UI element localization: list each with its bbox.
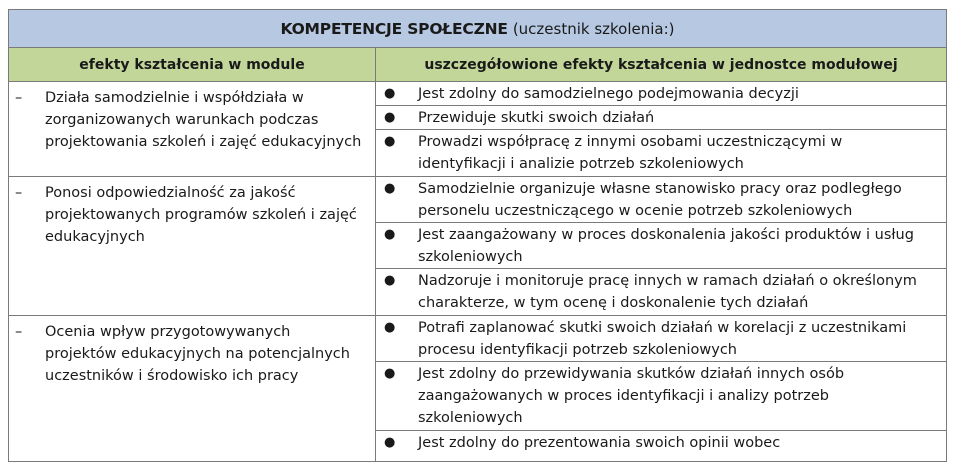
table-row: [9, 82, 946, 177]
detailed-effect-line: szkoleniowych: [418, 249, 523, 265]
table-title-row: [9, 10, 946, 48]
detailed-effect-line: procesu identyfikacji potrzeb szkoleniowych: [418, 342, 737, 358]
learning-effect-line: edukacyjnych: [45, 229, 145, 245]
bullet-icon: ●: [384, 273, 396, 288]
detailed-effect-line: Nadzoruje i monitoruje pracę innych w ramach działań o określonym: [418, 273, 917, 289]
bullet-icon: ●: [384, 320, 396, 335]
column-header-effects: efekty kształcenia w module: [9, 48, 376, 81]
bullet-icon: ●: [384, 181, 396, 196]
detailed-effect-line: Przewiduje skutki swoich działań: [418, 110, 655, 126]
bullet-icon: ●: [384, 86, 396, 101]
bullet-icon: ●: [384, 134, 396, 149]
detailed-effect-cell: [376, 177, 946, 223]
learning-effect-cell: [9, 177, 376, 315]
dash-marker: –: [15, 185, 23, 201]
learning-effect-line: uczestników i środowisko ich pracy: [45, 368, 299, 384]
learning-effect-cell: [9, 82, 376, 176]
table-subtitle: (uczestnik szkolenia:): [512, 19, 675, 38]
detailed-effect-line: Jest zdolny do prezentowania swoich opinii wobec: [418, 435, 781, 451]
detailed-effect-line: Samodzielnie organizuje własne stanowisko pracy oraz podległego: [418, 181, 902, 197]
column-header-detailed-effects: uszczegółowione efekty kształcenia w jednostce modułowej: [424, 56, 898, 73]
competencies-table: [8, 9, 947, 462]
table-row: [9, 177, 946, 316]
detailed-effect-line: identyfikacji i analizie potrzeb szkoleniowych: [418, 156, 744, 172]
detailed-effect-line: szkoleniowych: [418, 410, 523, 426]
detailed-effect-cell: [376, 431, 946, 461]
detailed-effect-cell: [376, 362, 946, 431]
learning-effect-line: projektowanych programów szkoleń i zajęć: [45, 207, 357, 223]
bullet-icon: ●: [384, 435, 396, 450]
detailed-effect-line: Jest zaangażowany w proces doskonalenia jakości produktów i usług: [418, 227, 914, 243]
dash-marker: –: [15, 324, 23, 340]
detailed-effects-column: [376, 82, 946, 176]
learning-effect-line: projektowania szkoleń i zajęć edukacyjnych: [45, 134, 362, 150]
bullet-icon: ●: [384, 227, 396, 242]
detailed-effect-cell: [376, 223, 946, 269]
detailed-effect-cell: [376, 82, 946, 106]
detailed-effect-line: Jest zdolny do przewidywania skutków działań innych osób: [418, 366, 845, 382]
table-row: [9, 316, 946, 462]
detailed-effect-line: Potrafi zaplanować skutki swoich działań w korelacji z uczestnikami: [418, 320, 907, 336]
table-title: KOMPETENCJE SPOŁECZNE: [280, 19, 508, 38]
learning-effect-line: projektów edukacyjnych na potencjalnych: [45, 346, 350, 362]
learning-effect-line: Ocenia wpływ przygotowywanych: [45, 324, 291, 340]
detailed-effect-line: Prowadzi współpracę z innymi osobami uczestniczącymi w: [418, 134, 843, 150]
detailed-effects-column: [376, 316, 946, 461]
detailed-effects-column: [376, 177, 946, 315]
detailed-effect-cell: [376, 269, 946, 315]
dash-marker: –: [15, 90, 23, 106]
learning-effect-line: Ponosi odpowiedzialność za jakość: [45, 185, 296, 201]
detailed-effect-line: charakterze, w tym ocenę i doskonalenie tych działań: [418, 295, 809, 311]
column-header-row: [9, 48, 946, 82]
table-body: [9, 82, 946, 462]
detailed-effect-line: personelu uczestniczącego w ocenie potrzeb szkoleniowych: [418, 203, 853, 219]
detailed-effect-cell: [376, 316, 946, 362]
detailed-effect-line: zaangażowanych w proces identyfikacji i analizy potrzeb: [418, 388, 829, 404]
learning-effect-line: Działa samodzielnie i współdziała w: [45, 90, 304, 106]
learning-effect-line: zorganizowanych warunkach podczas: [45, 112, 319, 128]
detailed-effect-line: Jest zdolny do samodzielnego podejmowania decyzji: [418, 86, 799, 102]
detailed-effect-cell: [376, 106, 946, 130]
bullet-icon: ●: [384, 366, 396, 381]
learning-effect-cell: [9, 316, 376, 461]
bullet-icon: ●: [384, 110, 396, 125]
detailed-effect-cell: [376, 130, 946, 176]
